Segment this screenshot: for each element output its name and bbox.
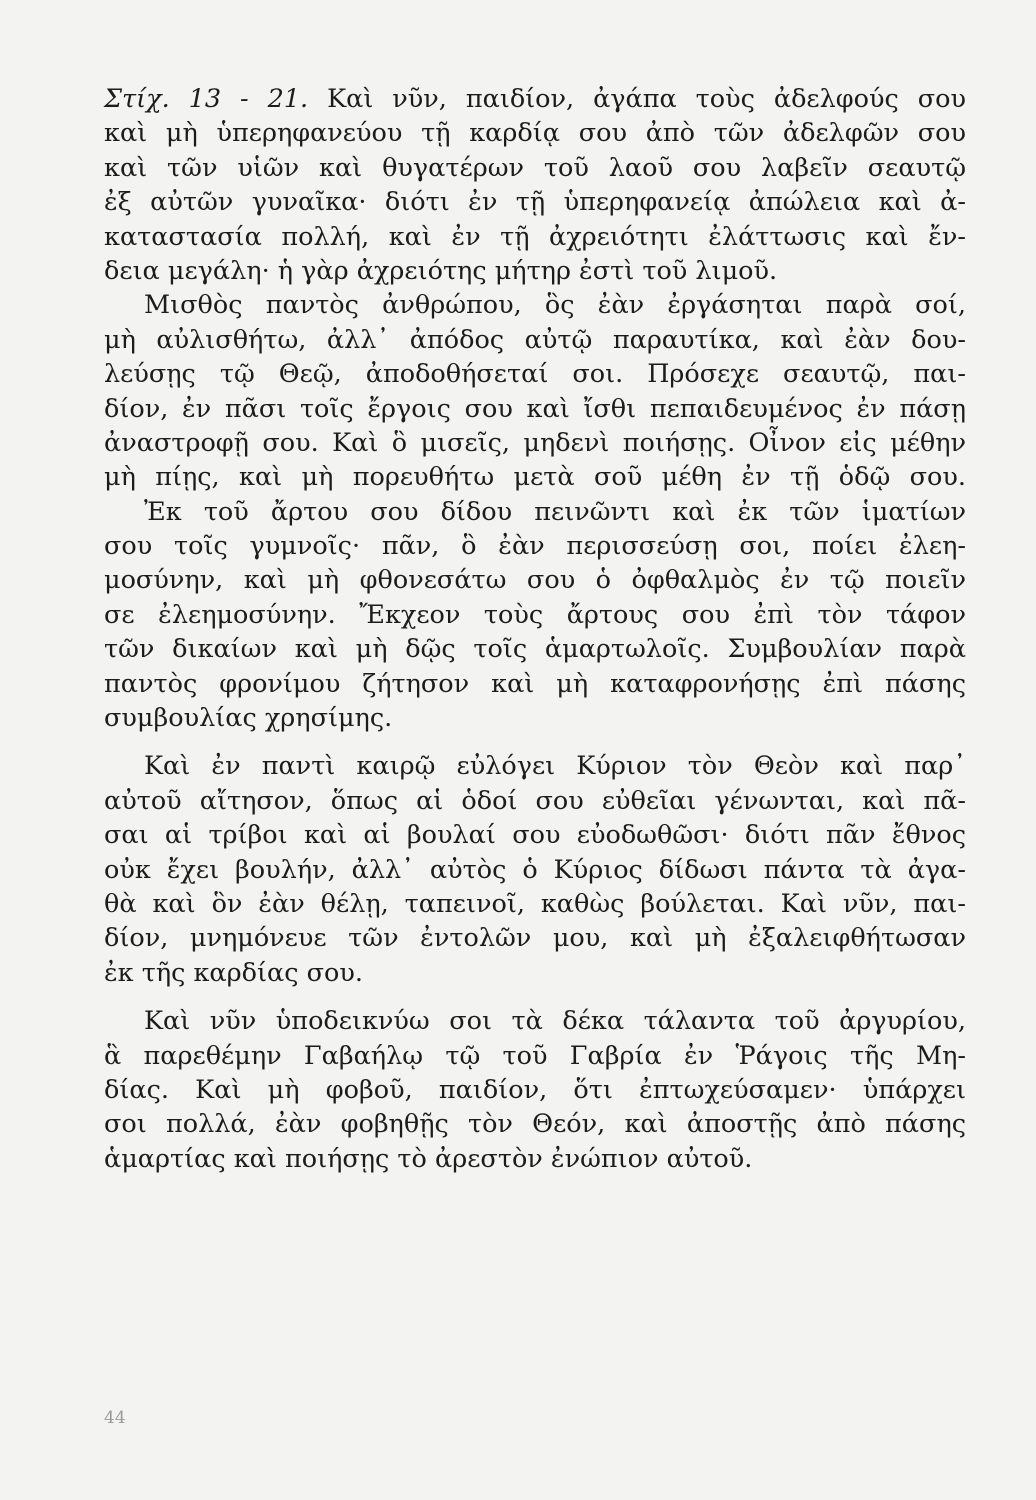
- text-line: οὐκ ἔχει βουλήν, ἀλλ᾽ αὐτὸς ὁ Κύριος δίδωσι πάντα τὰ ἀγα-: [104, 854, 966, 885]
- text-line: ἐξ αὐτῶν γυναῖκα· διότι ἐν τῇ ὑπερηφανείᾳ ἀπώλεια καὶ ἀ-: [104, 187, 966, 218]
- text-line: θὰ καὶ ὃν ἐὰν θέλῃ, ταπεινοῖ, καθὼς βούλεται. Καὶ νῦν, παι-: [104, 888, 966, 919]
- text-line: μοσύνην, καὶ μὴ φθονεσάτω σου ὁ ὀφθαλμὸς ἐν τῷ ποιεῖν: [104, 565, 966, 596]
- text-line: Ἐκ τοῦ ἄρτου σου δίδου πεινῶντι καὶ ἐκ τῶν ἱματίων: [144, 496, 966, 527]
- page-body: [104, 82, 966, 1176]
- text-line: τῶν δικαίων καὶ μὴ δῷς τοῖς ἁμαρτωλοῖς. Συμβουλίαν παρὰ: [104, 634, 966, 665]
- verse-reference: Στίχ. 13 - 21.: [104, 84, 309, 114]
- text-line: λεύσῃς τῷ Θεῷ, ἀποδοθήσεταί σοι. Πρόσεχε σεαυτῷ, παι-: [104, 359, 966, 390]
- text-line: σε ἐλεημοσύνην. Ἔκχεον τοὺς ἄρτους σου ἐπὶ τὸν τάφον: [104, 599, 966, 630]
- text-line: σου τοῖς γυμνοῖς· πᾶν, ὃ ἐὰν περισσεύσῃ σοι, ποίει ἐλεη-: [104, 531, 966, 562]
- text-line: δίον, ἐν πᾶσι τοῖς ἔργοις σου καὶ ἴσθι πεπαιδευμένος ἐν πάσῃ: [104, 393, 966, 424]
- paragraph-1: [104, 82, 966, 288]
- text-line: Μισθὸς παντὸς ἀνθρώπου, ὃς ἐὰν ἐργάσηται παρὰ σοί,: [144, 290, 966, 321]
- paragraph-4: [104, 1004, 966, 1176]
- text-line: καὶ τῶν υἱῶν καὶ θυγατέρων τοῦ λαοῦ σου λαβεῖν σεαυτῷ: [104, 152, 966, 183]
- text-line: συμβουλίας χρησίμης.: [104, 703, 393, 734]
- text-line: ἁμαρτίας καὶ ποιήσῃς τὸ ἀρεστὸν ἐνώπιον αὐτοῦ.: [104, 1143, 753, 1174]
- text-line: καὶ μὴ ὑπερηφανεύου τῇ καρδίᾳ σου ἀπὸ τῶν ἀδελφῶν σου: [104, 118, 966, 149]
- paragraph-2: [104, 288, 966, 735]
- text-line: Καὶ ἐν παντὶ καιρῷ εὐλόγει Κύριον τὸν Θεὸν καὶ παρ᾽: [144, 751, 966, 782]
- text-line: σαι αἱ τρίβοι καὶ αἱ βουλαί σου εὐοδωθῶσι· διότι πᾶν ἔθνος: [104, 820, 966, 851]
- text-line: αὐτοῦ αἴτησον, ὅπως αἱ ὁδοί σου εὐθεῖαι γένωνται, καὶ πᾶ-: [104, 785, 966, 816]
- text-line: Στίχ. 13 - 21. Καὶ νῦν, παιδίον, ἀγάπα τοὺς ἀδελφούς σου: [104, 84, 966, 114]
- page-number: 44: [104, 1408, 126, 1428]
- text-line: Καὶ νῦν ὑποδεικνύω σοι τὰ δέκα τάλαντα τοῦ ἀργυρίου,: [144, 1006, 966, 1037]
- text-line: μὴ πίῃς, καὶ μὴ πορευθήτω μετὰ σοῦ μέθη ἐν τῇ ὁδῷ σου.: [104, 462, 966, 493]
- text-line: μὴ αὐλισθήτω, ἀλλ᾽ ἀπόδος αὐτῷ παραυτίκα, καὶ ἐὰν δου-: [104, 324, 966, 355]
- text-line: παντὸς φρονίμου ζήτησον καὶ μὴ καταφρονήσῃς ἐπὶ πάσης: [104, 668, 966, 699]
- text-line: δίον, μνημόνευε τῶν ἐντολῶν μου, καὶ μὴ ἐξαλειφθήτωσαν: [104, 923, 966, 954]
- text-line: ἀναστροφῇ σου. Καὶ ὃ μισεῖς, μηδενὶ ποιήσῃς. Οἶνον εἰς μέθην: [104, 427, 966, 458]
- text-line: δεια μεγάλη· ἡ γὰρ ἀχρειότης μήτηρ ἐστὶ τοῦ λιμοῦ.: [104, 255, 778, 286]
- paragraph-3: [104, 749, 966, 990]
- text-line: ἃ παρεθέμην Γαβαήλῳ τῷ τοῦ Γαβρία ἐν Ῥάγοις τῆς Μη-: [104, 1040, 966, 1071]
- text-line: καταστασία πολλή, καὶ ἐν τῇ ἀχρειότητι ἐλάττωσις καὶ ἔν-: [104, 221, 966, 252]
- text-line: σοι πολλά, ἐὰν φοβηθῇς τὸν Θεόν, καὶ ἀποστῇς ἀπὸ πάσης: [104, 1109, 966, 1140]
- text-line: ἐκ τῆς καρδίας σου.: [104, 957, 363, 988]
- text-line: δίας. Καὶ μὴ φοβοῦ, παιδίον, ὅτι ἐπτωχεύσαμεν· ὑπάρχει: [104, 1074, 966, 1105]
